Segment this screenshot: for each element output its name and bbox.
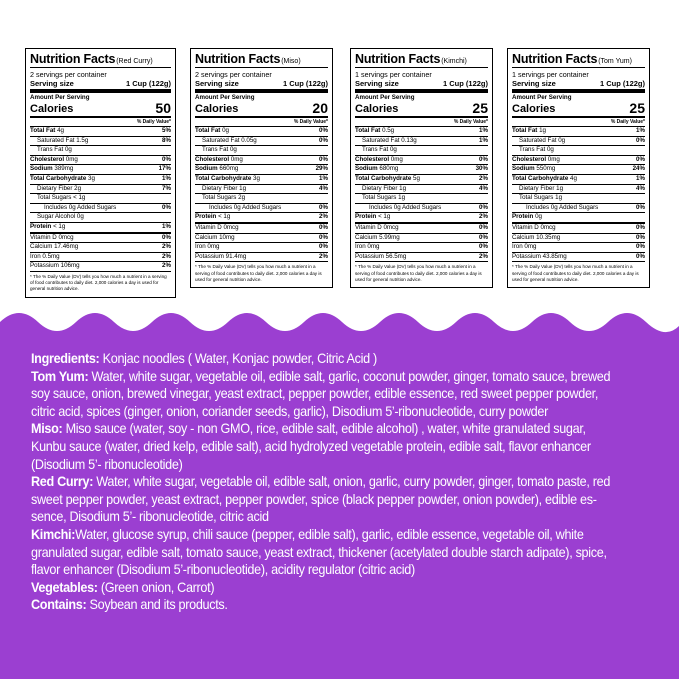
nutrient-name: Includes 0g Added Sugars [369,203,442,211]
nutrient-row [195,137,328,147]
nutrient-amount: 0.05g [241,136,257,144]
nutrient-amount: 0mg [65,155,78,163]
nutrient-name: Trans Fat [362,146,389,154]
nutrient-daily-value: 4% [319,184,328,192]
nutrient-amount: 43.85mg [542,252,567,260]
daily-value-footnote: * The % Daily Value (DV) tells you how much a nutrient in a serving of food contributes to daily diet. 2,000 calories a day is used for general nutrition advice. [512,264,639,282]
nutrient-daily-value: 1% [636,127,645,134]
nutrient-daily-value: 2% [162,252,171,260]
nutrient-amount: 1g [555,194,563,202]
nutrient-name: Protein [30,222,52,230]
nutrient-row [30,175,171,185]
nutrient-name: Trans Fat [37,146,64,154]
nutrient-daily-value: 0% [319,203,328,211]
nutrient-row [512,165,645,175]
nutrient-amount: 4g [570,174,577,182]
nutrient-row [195,194,328,204]
nutrient-name: Dietary Fiber [519,184,555,192]
nutrient-name: Dietary Fiber [202,184,238,192]
nutrient-amount: 0g [76,213,84,221]
nutrient-daily-value: 0% [319,243,328,251]
nutrient-row [355,185,488,195]
nutrient-row [195,224,328,234]
nutrient-name: Total Fat [195,127,221,134]
nutrient-name: Vitamin D [512,223,539,231]
nutrient-daily-value: 2% [479,174,488,182]
nutrient-row [512,224,645,234]
nutrient-row [355,146,488,156]
nutrient-daily-value: 0% [636,223,645,231]
servings-per-container: 1 servings per container [355,70,432,79]
nutrient-row [355,175,488,185]
nutrient-name: Total Carbohydrate [355,174,412,182]
nutrient-daily-value: 0% [636,243,645,251]
nutrient-amount: 2g [238,194,246,202]
nutrient-amount: 660mg [219,165,239,173]
serving-size: Serving size 1 Cup (122g) [512,79,645,93]
flavor-name: (Kimchi) [441,58,467,65]
nutrient-name: Potassium [355,252,384,260]
nutrient-row [512,175,645,185]
nutrient-row [195,243,328,253]
nutrient-name: Cholesterol [355,155,390,163]
nutrient-name: Trans Fat [519,146,546,154]
nutrient-amount: 1g [556,184,564,192]
nutrient-name: Sodium [355,165,378,173]
nutrient-rows [195,127,328,262]
nutrient-row [512,213,645,224]
nutrient-amount: 0mg [230,155,243,163]
nutrient-daily-value: 2% [162,243,171,251]
nutrient-row [195,127,328,137]
amount-per-serving: Amount Per Serving [195,94,255,101]
nutrient-row [30,262,171,272]
nutrient-row [195,253,328,263]
daily-value-header: % Daily Value* [195,118,328,127]
nutrient-name: Total Carbohydrate [30,174,87,182]
ingredients-line-kimchi: Kimchi:Water, glucose syrup, chili sauce (pepper, edible salt), garlic, edible essence, vegetable oil, white granulated sugar, edible salt, tomato sauce, yeast extract, thickener (acetylated double starch adipate), spice, flavor enhancer (Disodium 5’-ribonucleotide), acidity regulator (citric acid) [31,526,607,578]
nutrient-name: Total Fat [355,127,381,134]
nutrient-row [30,127,171,137]
nutrient-amount: 0mcg [58,233,74,241]
daily-value-footnote: * The % Daily Value (DV) tells you how much a nutrient in a serving of food contributes to daily diet. 2,000 calories a day is used for general nutrition advice. [195,264,322,282]
nutrient-amount: 0g [389,146,397,154]
nutrient-amount: 1g [539,127,546,134]
nutrient-amount: 3g [88,174,95,182]
nutrient-name: Total Carbohydrate [195,174,252,182]
nutrient-name: Saturated Fat [37,136,75,144]
ingredients-block [31,350,617,614]
nutrient-daily-value: 0% [636,252,645,260]
nutrient-amount: 0mg [524,243,537,251]
calories-row: Calories 20 [195,100,328,116]
nutrient-amount: 0g [535,213,542,221]
ingredients-line-contains: Contains: Soybean and its products. [31,597,228,613]
nutrient-daily-value: 0% [479,243,488,251]
nutrient-name: Total Fat [512,127,538,134]
nutrient-daily-value: 0% [479,233,488,241]
nutrient-name: Potassium [195,252,224,260]
nutrition-title: Nutrition Facts [30,52,116,66]
nutrient-amount: < 1g [53,222,66,230]
nutrient-name: Sodium [30,165,53,173]
nutrient-row [195,146,328,156]
nutrient-rows [355,127,488,262]
nutrient-amount: 0mg [547,155,560,163]
nutrient-amount: 0g [222,127,229,134]
nutrient-row [355,213,488,224]
nutrient-daily-value: 0% [479,155,488,163]
nutrient-daily-value: 2% [479,213,488,221]
serving-size: Serving size 1 Cup (122g) [355,79,488,93]
calories-value: 50 [155,100,171,116]
nutrient-name: Potassium [512,252,541,260]
nutrient-row [512,253,645,263]
nutrient-name: Calcium [30,243,53,251]
nutrient-name: Includes 0g Added Sugars [209,203,282,211]
nutrient-row [355,165,488,175]
calories-value: 25 [472,100,488,116]
nutrient-daily-value: 2% [319,252,328,260]
calories-row: Calories 50 [30,100,171,116]
nutrient-name: Iron [355,243,366,251]
nutrient-amount: 0mg [367,243,380,251]
nutrient-name: Vitamin D [30,233,57,241]
nutrient-daily-value: 0% [636,136,645,144]
nutrient-daily-value: 1% [636,174,645,182]
daily-value-header: % Daily Value* [30,118,171,127]
calories-row: Calories 25 [355,100,488,116]
nutrient-name: Sugar Alcohol [37,213,76,221]
nutrient-amount: 17.46mg [54,243,79,251]
nutrient-amount: 10.35mg [536,233,561,241]
nutrient-daily-value: 1% [479,127,488,134]
nutrient-amount: 4g [57,127,64,134]
ingredients-line-vegetables: Vegetables: (Green onion, Carrot) [31,579,215,595]
nutrient-name: Iron [30,252,41,260]
nutrient-daily-value: 2% [162,262,171,270]
nutrient-row [355,234,488,244]
nutrient-amount: 3g [253,174,260,182]
nutrient-rows [512,127,645,262]
nutrient-name: Cholesterol [30,155,65,163]
nutrient-amount: 0mg [390,155,403,163]
nutrient-row [512,185,645,195]
nutrient-row [30,234,171,244]
nutrient-amount: 5g [413,174,420,182]
nutrient-daily-value: 29% [315,165,328,173]
nutrient-amount: 1g [399,184,407,192]
nutrition-label-red-curry [25,48,176,298]
nutrient-row [512,156,645,166]
nutrient-amount: 10mg [219,233,235,241]
nutrient-amount: 5.99mg [379,233,400,241]
nutrition-label-miso [190,48,333,288]
daily-value-footnote: * The % Daily Value (DV) tells you how much a nutrient in a serving of food contributes to daily diet. 2,000 calories a day is used for general nutrition advice. [30,273,167,292]
ingredients-line-base: Ingredients: Konjac noodles ( Water, Konjac powder, Citric Acid ) [31,351,377,366]
nutrient-row [30,185,171,195]
nutrient-amount: < 1g [378,213,391,221]
nutrient-name: Total Fat [30,127,56,134]
nutrient-amount: 0g [64,146,72,154]
nutrient-daily-value: 4% [636,184,645,192]
nutrient-rows [30,127,171,272]
nutrient-name: Includes 0g Added Sugars [526,203,599,211]
flavor-name: (Tom Yum) [598,58,632,65]
nutrient-name: Dietary Fiber [362,184,398,192]
nutrient-daily-value: 0% [479,203,488,211]
nutrient-name: Sodium [195,165,218,173]
nutrient-row [30,156,171,166]
nutrient-daily-value: 0% [636,233,645,241]
nutrient-amount: 550mg [536,165,556,173]
nutrient-row [195,185,328,195]
nutrient-amount: 1g [239,184,247,192]
nutrient-name: Total Sugars [362,194,397,202]
nutrient-amount: 680mg [379,165,399,173]
ingredients-line-miso: Miso: Miso sauce (water, soy - non GMO, rice, edible salt, edible alcohol) , water, white granulated sugar, Kunbu sauce (water, dried kelp, edible salt), acid hydrolyzed vegetable protein, edible salt, flavor enhancer (Disodium 5’- ribonucleotide) [31,421,591,472]
nutrient-daily-value: 0% [162,203,171,211]
nutrient-daily-value: 4% [479,184,488,192]
amount-per-serving: Amount Per Serving [355,94,415,101]
calories-row: Calories 25 [512,100,645,116]
nutrient-name: Vitamin D [355,223,382,231]
nutrient-amount: 0g [558,136,566,144]
nutrient-row [30,137,171,147]
nutrient-name: Saturated Fat [362,136,400,144]
nutrient-daily-value: 2% [319,213,328,221]
nutrient-daily-value: 0% [319,127,328,134]
nutrient-row [355,243,488,253]
nutrient-name: Dietary Fiber [37,184,73,192]
nutrient-name: Calcium [512,233,535,241]
nutrient-amount: 0mcg [540,223,556,231]
nutrient-row [355,204,488,214]
nutrient-row [30,165,171,175]
nutrient-amount: 0g [229,146,237,154]
nutrient-row [512,127,645,137]
nutrient-row [30,204,171,214]
calories-value: 25 [629,100,645,116]
nutrient-amount: 0mg [207,243,220,251]
nutrient-row [30,146,171,156]
nutrient-name: Iron [512,243,523,251]
nutrition-label-tom-yum [507,48,650,288]
nutrient-daily-value: 17% [158,165,171,173]
nutrient-row [30,223,171,234]
nutrient-amount: 0.13g [401,136,417,144]
nutrient-daily-value: 8% [162,136,171,144]
nutrient-name: Protein [512,213,534,221]
nutrient-row [355,137,488,147]
nutrient-row [512,234,645,244]
nutrient-amount: 0.5g [382,127,395,134]
amount-per-serving: Amount Per Serving [512,94,572,101]
nutrient-row [355,194,488,204]
nutrient-name: Calcium [195,233,218,241]
daily-value-footnote: * The % Daily Value (DV) tells you how much a nutrient in a serving of food contributes to daily diet. 2,000 calories a day is used for general nutrition advice. [355,264,482,282]
nutrient-name: Calcium [355,233,378,241]
nutrient-name: Cholesterol [512,155,547,163]
nutrient-row [355,224,488,234]
flavor-name: (Miso) [281,58,301,65]
nutrient-daily-value: 0% [319,223,328,231]
nutrient-row [30,253,171,263]
nutrient-daily-value: 0% [636,203,645,211]
nutrient-amount: 106mg [60,262,80,270]
ingredients-line-red-curry: Red Curry: Water, white sugar, vegetable oil, edible salt, onion, garlic, curry powder, ginger, tomato paste, red sweet pepper powder, yeast extract, pepper powder, spice (black pepper powder, onion powder), edible es- sence, Disodium 5’- ribonucleotide, citric acid [31,474,611,525]
nutrient-name: Vitamin D [195,223,222,231]
nutrient-daily-value: 0% [319,233,328,241]
nutrient-amount: < 1g [73,194,86,202]
nutrient-name: Total Sugars [37,194,72,202]
nutrient-daily-value: 2% [479,252,488,260]
nutrient-daily-value: 0% [636,155,645,163]
nutrient-name: Saturated Fat [519,136,557,144]
nutrient-row [355,156,488,166]
serving-size: Serving size 1 Cup (122g) [30,79,171,93]
nutrient-daily-value: 1% [162,174,171,182]
nutrient-daily-value: 30% [475,165,488,173]
nutrient-amount: 1.5g [76,136,89,144]
servings-per-container: 2 servings per container [30,70,107,79]
nutrient-daily-value: 7% [162,184,171,192]
nutrient-row [355,253,488,263]
nutrient-daily-value: 0% [162,233,171,241]
nutrient-name: Sodium [512,165,535,173]
amount-per-serving: Amount Per Serving [30,94,90,101]
nutrient-row [512,146,645,156]
nutrient-amount: 1g [398,194,406,202]
nutrient-row [512,137,645,147]
servings-per-container: 1 servings per container [512,70,589,79]
nutrient-row [195,156,328,166]
nutrient-row [512,204,645,214]
nutrient-name: Saturated Fat [202,136,240,144]
nutrient-amount: 0g [546,146,554,154]
nutrient-row [512,194,645,204]
nutrient-row [195,165,328,175]
nutrient-row [30,213,171,223]
nutrient-daily-value: 1% [162,222,171,230]
nutrient-name: Iron [195,243,206,251]
nutrition-title: Nutrition Facts [355,52,441,66]
nutrient-row [195,204,328,214]
nutrient-daily-value: 0% [479,223,488,231]
nutrient-name: Total Sugars [202,194,237,202]
nutrient-amount: 2g [74,184,82,192]
ingredients-line-tom-yum: Tom Yum: Water, white sugar, vegetable oil, edible salt, garlic, coconut powder, ginger, tomato sauce, brewed soy sauce, onion, brewed vinegar, yeast extract, pepper powder, edible essence, red sweet pepper powder, citric acid, spices (ginger, onion, coriander seeds, garlic), Disodium 5’-ribonucleotide, curry powder [31,368,611,419]
nutrient-daily-value: 1% [319,174,328,182]
nutrient-name: Total Sugars [519,194,554,202]
nutrient-row [195,234,328,244]
nutrient-name: Includes 0g Added Sugars [44,203,117,211]
flavor-name: (Red Curry) [116,58,153,65]
nutrient-name: Protein [195,213,217,221]
daily-value-header: % Daily Value* [355,118,488,127]
nutrition-title: Nutrition Facts [512,52,598,66]
nutrition-label-kimchi [350,48,493,288]
nutrient-row [30,194,171,204]
calories-value: 20 [312,100,328,116]
nutrient-amount: < 1g [218,213,231,221]
nutrient-name: Trans Fat [202,146,229,154]
nutrient-daily-value: 1% [479,136,488,144]
nutrient-daily-value: 24% [632,165,645,173]
nutrient-amount: 0.5mg [42,252,60,260]
servings-per-container: 2 servings per container [195,70,272,79]
nutrient-name: Potassium [30,262,59,270]
daily-value-header: % Daily Value* [512,118,645,127]
nutrient-row [512,243,645,253]
nutrient-amount: 56.5mg [385,252,407,260]
nutrient-daily-value: 5% [162,127,171,134]
nutrient-row [30,243,171,253]
nutrient-amount: 389mg [54,165,74,173]
nutrient-row [195,175,328,185]
nutrient-amount: 0mcg [383,223,399,231]
nutrient-name: Total Carbohydrate [512,174,569,182]
nutrient-name: Protein [355,213,377,221]
nutrient-daily-value: 0% [319,155,328,163]
nutrient-amount: 0mcg [223,223,239,231]
nutrient-daily-value: 0% [319,136,328,144]
nutrient-row [355,127,488,137]
nutrition-title: Nutrition Facts [195,52,281,66]
nutrient-row [195,213,328,224]
nutrient-name: Cholesterol [195,155,230,163]
nutrient-amount: 91.4mg [225,252,247,260]
nutrient-daily-value: 0% [162,155,171,163]
serving-size: Serving size 1 Cup (122g) [195,79,328,93]
